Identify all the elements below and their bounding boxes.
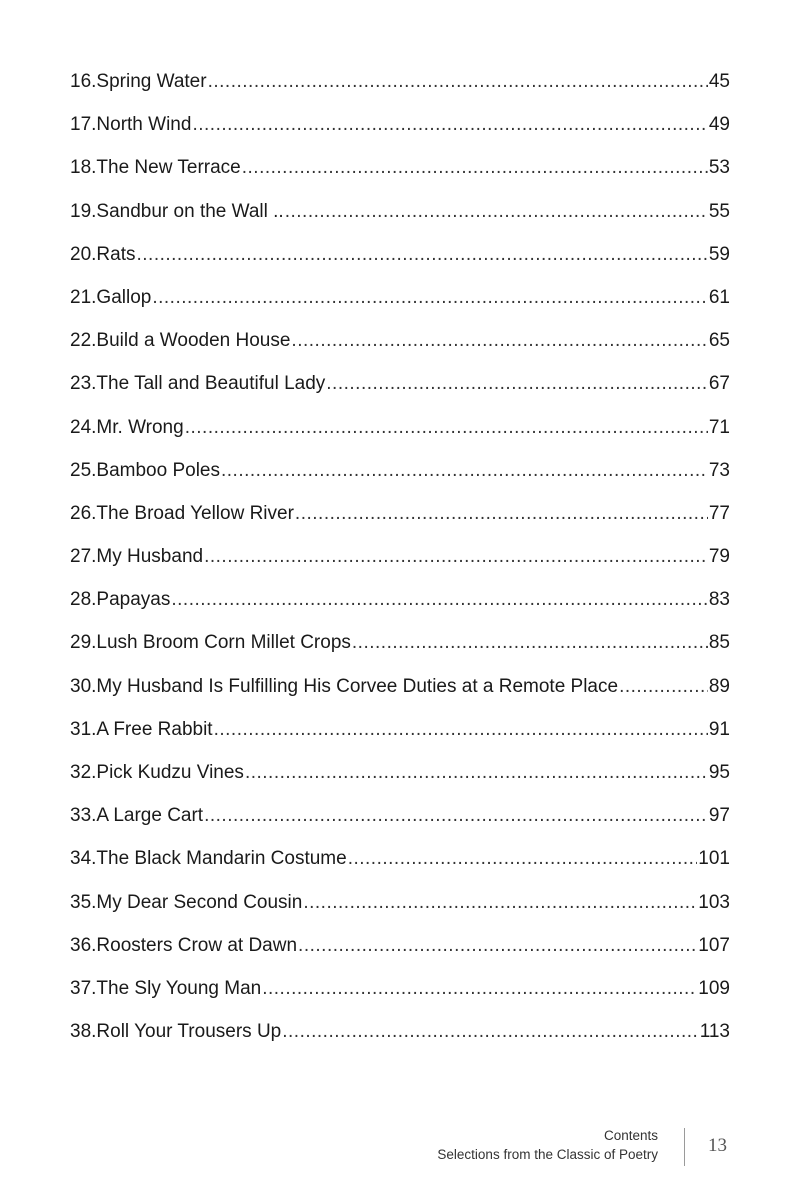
dot-leader (245, 759, 708, 787)
toc-entry-page: 101 (698, 848, 730, 870)
toc-entry (70, 845, 730, 888)
toc-entry (70, 586, 730, 629)
toc-entry (70, 759, 730, 802)
footer-book-title: Selections from the Classic of Poetry (437, 1147, 658, 1162)
table-of-contents (70, 68, 730, 1061)
toc-entry-title: 33.A Large Cart (70, 805, 204, 827)
toc-entry (70, 370, 730, 413)
toc-entry-title: 28.Papayas (70, 589, 171, 611)
dot-leader (348, 845, 698, 873)
toc-entry-page: 67 (708, 373, 730, 395)
toc-entry-title: 34.The Black Mandarin Costume (70, 848, 347, 870)
dot-leader (204, 802, 708, 830)
dot-leader (171, 586, 708, 614)
toc-entry (70, 500, 730, 543)
toc-entry (70, 154, 730, 197)
running-footer (380, 1126, 658, 1164)
toc-entry-title: 30.My Husband Is Fulfilling His Corvee Duties at a Remote Place (70, 675, 619, 697)
dot-leader (152, 284, 708, 312)
dot-leader (291, 327, 707, 355)
toc-entry (70, 198, 730, 241)
dot-leader (208, 68, 708, 96)
toc-entry (70, 414, 730, 457)
dot-leader (204, 543, 708, 571)
toc-entry (70, 327, 730, 370)
toc-entry-page: 73 (708, 459, 730, 481)
toc-entry (70, 1018, 730, 1061)
toc-entry-page: 79 (708, 546, 730, 568)
toc-entry-page: 77 (708, 502, 730, 524)
toc-entry-page: 91 (708, 718, 730, 740)
dot-leader (326, 370, 708, 398)
toc-entry-title: 32.Pick Kudzu Vines (70, 762, 244, 783)
page-number: 13 (708, 1135, 727, 1156)
dot-leader (242, 154, 708, 182)
toc-entry-page: 45 (708, 71, 730, 92)
toc-entry (70, 802, 730, 845)
toc-entry (70, 111, 730, 154)
toc-entry-title: 24.Mr. Wrong (70, 416, 184, 438)
toc-entry-page: 85 (708, 632, 730, 654)
dot-leader (285, 198, 708, 226)
dot-leader (298, 932, 697, 960)
toc-entry-page: 55 (708, 200, 730, 222)
dot-leader (214, 716, 708, 744)
toc-entry-title: 16.Spring Water (70, 71, 207, 92)
dot-leader (295, 500, 708, 528)
toc-entry-page: 49 (708, 114, 730, 136)
toc-entry-page: 61 (708, 286, 730, 308)
toc-entry-page: 59 (708, 243, 730, 265)
toc-entry-title: 26.The Broad Yellow River (70, 502, 294, 524)
toc-entry-title: 22.Build a Wooden House (70, 330, 291, 352)
toc-entry-page: 83 (708, 589, 730, 611)
toc-entry-title: 38.Roll Your Trousers Up (70, 1021, 282, 1043)
toc-entry-title: 31.A Free Rabbit (70, 718, 213, 740)
dot-leader (619, 673, 708, 701)
toc-entry (70, 629, 730, 672)
toc-entry (70, 673, 730, 716)
dot-leader (221, 457, 708, 485)
dot-leader (303, 889, 697, 917)
toc-entry-title: 23.The Tall and Beautiful Lady (70, 373, 326, 395)
toc-entry (70, 716, 730, 759)
toc-entry (70, 68, 730, 111)
dot-leader (136, 241, 707, 269)
toc-entry-page: 95 (708, 762, 730, 783)
toc-entry (70, 284, 730, 327)
toc-entry-title: 36.Roosters Crow at Dawn (70, 934, 298, 956)
toc-entry-title: 20.Rats (70, 243, 136, 265)
toc-entry-title: 35.My Dear Second Cousin (70, 891, 303, 913)
toc-entry (70, 932, 730, 975)
toc-entry-page: 97 (708, 805, 730, 827)
footer-divider (684, 1128, 685, 1166)
toc-entry (70, 543, 730, 586)
toc-entry-page: 109 (698, 977, 730, 999)
dot-leader (192, 111, 707, 139)
toc-entry (70, 975, 730, 1018)
toc-entry (70, 889, 730, 932)
toc-entry-page: 89 (708, 675, 730, 697)
toc-entry-page: 53 (708, 157, 730, 179)
toc-entry-title: 25.Bamboo Poles (70, 459, 220, 481)
toc-entry (70, 241, 730, 284)
dot-leader (262, 975, 697, 1003)
toc-entry-page: 103 (698, 891, 730, 913)
toc-entry-title: 21.Gallop (70, 286, 152, 308)
dot-leader (185, 414, 708, 442)
toc-entry-page: 71 (708, 416, 730, 438)
toc-entry-title: 18.The New Terrace (70, 157, 241, 179)
dot-leader (352, 629, 708, 657)
toc-entry-title: 19.Sandbur on the Wall .. (70, 200, 284, 222)
toc-entry-title: 27.My Husband (70, 546, 204, 568)
toc-entry-title: 29.Lush Broom Corn Millet Crops (70, 632, 351, 654)
toc-entry (70, 457, 730, 500)
toc-entry-title: 37.The Sly Young Man (70, 977, 262, 999)
toc-entry-page: 113 (699, 1021, 730, 1043)
toc-entry-title: 17.North Wind (70, 114, 192, 136)
toc-entry-page: 65 (708, 330, 730, 352)
dot-leader (282, 1018, 698, 1046)
toc-entry-page: 107 (698, 934, 730, 956)
footer-section-label: Contents (603, 1128, 658, 1143)
